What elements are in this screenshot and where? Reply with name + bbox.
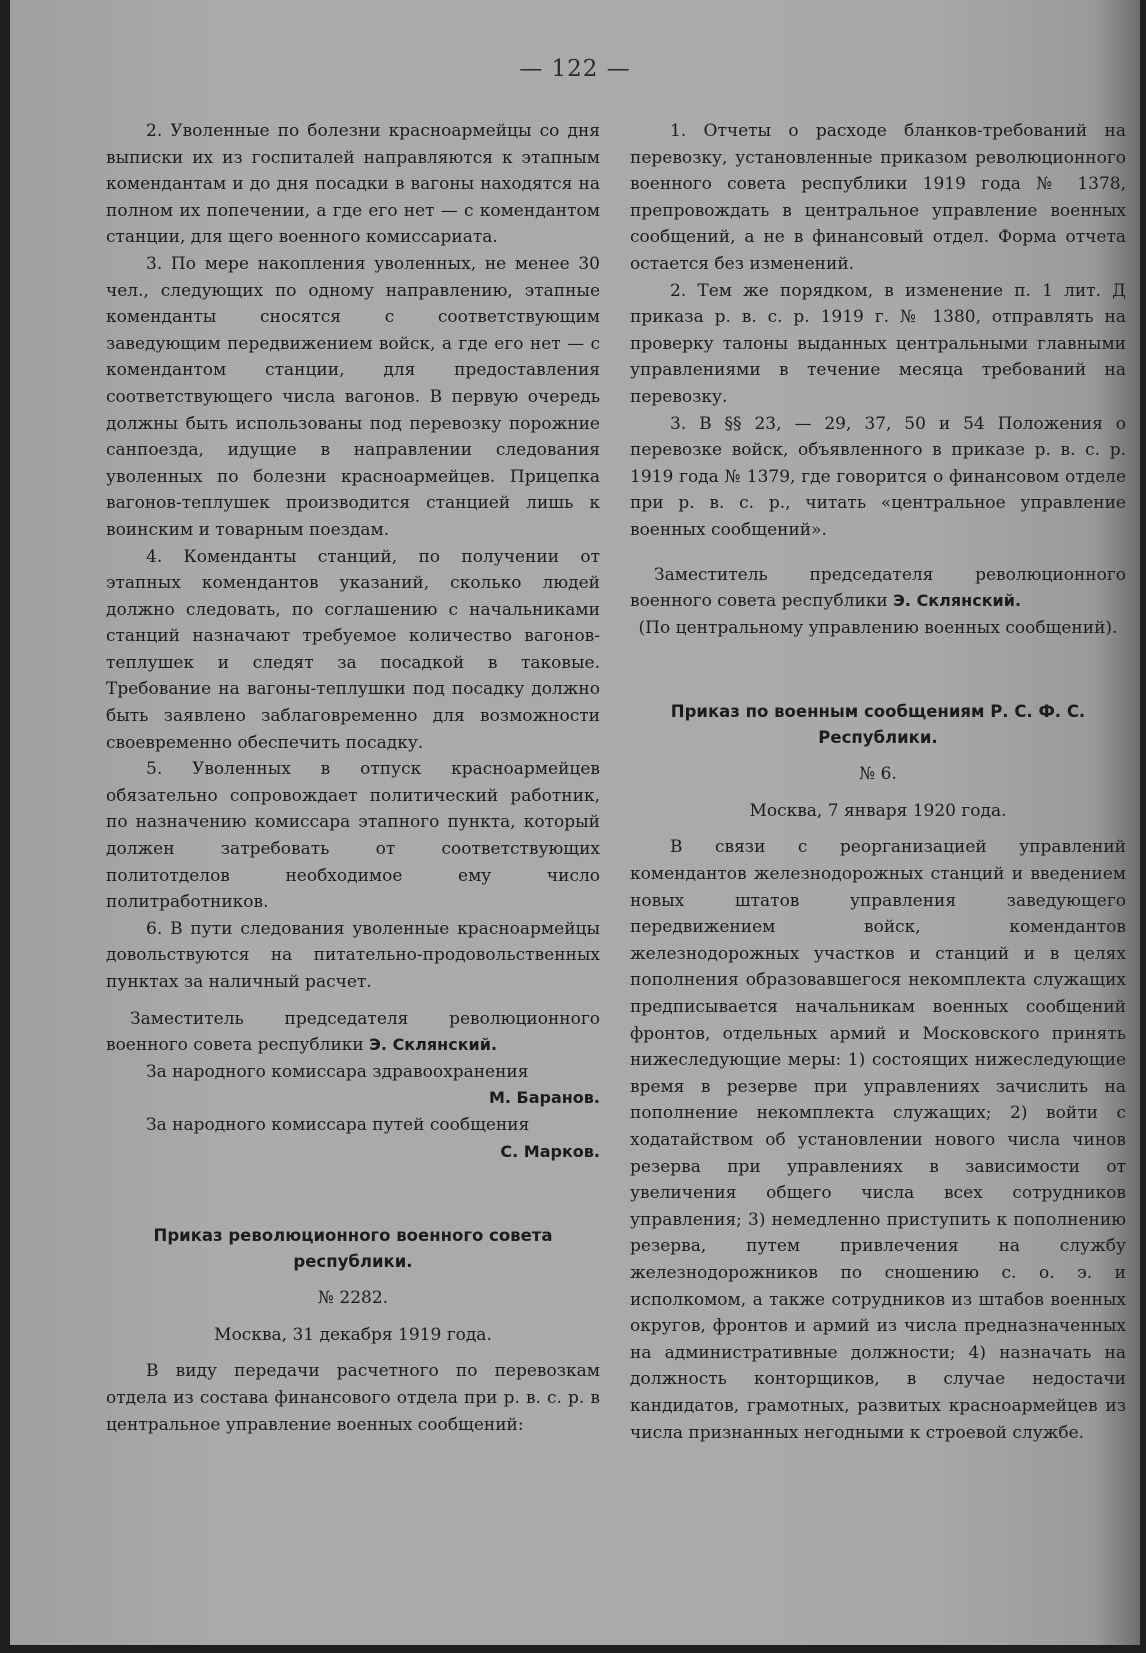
left-signature — [106, 1006, 600, 1059]
right-signature-text: Заместитель председателя революционного военного совета республики — [630, 564, 1126, 612]
right-signature — [630, 562, 1126, 615]
transport-signature-text: За народного комиссара путей сообщения — [146, 1114, 530, 1135]
health-signature-name: М. Баранов. — [488, 1088, 600, 1108]
right-column — [630, 118, 1126, 1446]
left-paragraph-6: 6. В пути следования уволенные красноармейцы довольствуются на питательно-продовольственных пунктах за наличный расчет. — [106, 918, 600, 992]
document-page — [10, 0, 1140, 1645]
order-6-body: В связи с реорганизацией управлений комендантов железнодорожных станций и введением новых штатов управления заведующего передвижением войск, комендантов железнодорожных участков и станций и в целях пополнения образовавшегося некомплекта служащих предписывается начальникам военных сообщений фронтов, отдельных армий и Московского принять нижеследующие меры: 1) состоящих нижеследующие время в резерве при управлениях зачислить на пополнение некомплекта служащих; 2) войти с ходатайством об установлении нового числа чинов резерва при управлениях в зависимости от увеличения общего числа всех сотрудников управления; 3) немедленно приступить к пополнению резерва, путем привлечения на службу железнодорожников по сношению с. о. э. и исполкомом, а также сотрудников из штабов военных округов, фронтов и армий из числа предназначенных на административные должности; 4) назначать на должность конторщиков, в случае недостачи кандидатов, грамотных, развитых красноармейцев из числа признанных негодными к строевой службе. — [630, 837, 1126, 1443]
order-6-number: № 6. — [859, 764, 897, 785]
order-2282-place-date: Москва, 31 декабря 1919 года. — [214, 1324, 492, 1345]
order-2282-intro: В виду передачи расчетного по перевозкам отдела из состава финансового отдела при р. в. с. р. в центральное управление военных сообщений: — [106, 1361, 600, 1435]
left-paragraph-4: 4. Коменданты станций, по получении от этапных комендантов указаний, сколько людей должно следовать, по соглашению с начальниками станций назначают требуемое количество вагонов-теплушек и следят за посадкой в таковые. Требование на вагоны-теплушки под посадку должно быть заявлено заблаговременно для возможности своевременно обеспечить посадку. — [106, 546, 600, 753]
right-paragraph-3: 3. В §§ 23, — 29, 37, 50 и 54 Положения о перевозке войск, объявленного в приказе р. в. с. р. 1919 года № 1379, где говорится о финансовом отделе при р. в. с. р., читать «центральное управление военных сообщений». — [630, 413, 1126, 540]
order-6-place-date: Москва, 7 января 1920 года. — [749, 800, 1007, 821]
right-paragraph-1: 1. Отчеты о расходе бланков-требований на перевозку, установленные приказом революционного военного совета республики 1919 года № 1378, препровождать в центральное управление военных сообщений, а не в финансовый отдел. Форма отчета остается без изменений. — [630, 121, 1126, 274]
left-signature-text: Заместитель председателя революционного военного совета республики — [106, 1008, 600, 1056]
right-signature-name: Э. Склянский. — [893, 591, 1022, 611]
right-paragraph-2: 2. Тем же порядком, в изменение п. 1 лит. Д приказа р. в. с. р. 1919 г. № 1380, отправлять на проверку талоны выданных центральными главными управлениями в течение месяца требований на перевозку. — [630, 280, 1126, 407]
left-paragraph-3: 3. По мере накопления уволенных, не менее 30 чел., следующих по одному направлению, этапные коменданты сносятся с соответствующим заведующим передвижением войск, а где его нет — с комендантом станции, для предоставления соответствующего числа вагонов. В первую очередь должны быть использованы под перевозку порожние санпоезда, идущие в направлении следования уволенных по болезни красноармейцев. Прицепка вагонов-теплушек производится станцией лишь к воинским и товарным поездам. — [106, 253, 600, 540]
health-signature-text: За народного комиссара здравоохранения — [146, 1061, 529, 1082]
left-paragraph-2: 2. Уволенные по болезни красноармейцы со дня выписки их из госпиталей направляются к этапным комендантам и до дня посадки в вагоны находятся на полном их попечении, а где его нет — с комендантом станции, для щего военного комиссариата. — [106, 121, 600, 248]
page-number: — 122 — — [519, 56, 631, 82]
order-6-title: Приказ по военным сообщениям Р. С. Ф. С. Республики. — [670, 702, 1086, 748]
left-paragraph-5: 5. Уволенных в отпуск красноармейцев обязательно сопровождает политический работник, по назначению комиссара этапного пункта, который должен затребовать от соответствующих политотделов необходимое ему число политработников. — [106, 759, 600, 913]
order-2282-number: № 2282. — [317, 1288, 389, 1309]
right-note: (По центральному управлению военных сообщений). — [638, 617, 1118, 638]
left-column — [106, 118, 600, 1438]
transport-signature-name: С. Марков. — [500, 1141, 600, 1161]
left-signature-name: Э. Склянский. — [369, 1035, 498, 1055]
order-2282-title: Приказ революционного военного совета республики. — [153, 1226, 553, 1272]
